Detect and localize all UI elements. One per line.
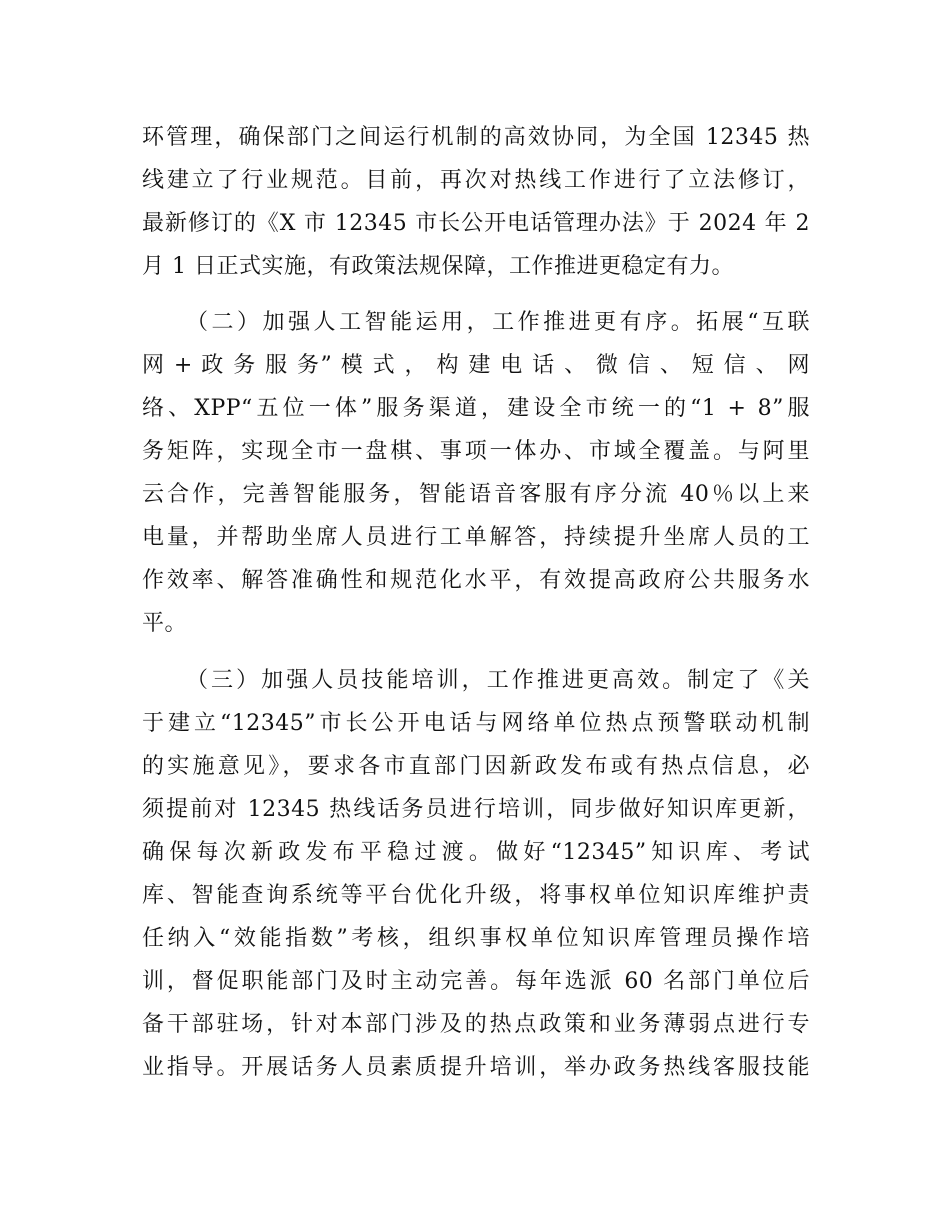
text-line: 于建立“12345”市长公开电话与网络单位热点预警联动机制 bbox=[142, 711, 810, 736]
text-line: 环管理，确保部门之间运行机制的高效协同，为全国 12345 热 bbox=[142, 125, 810, 150]
text-line: 须提前对 12345 热线话务员进行培训，同步做好知识库更新， bbox=[142, 797, 810, 822]
text-line: 线建立了行业规范。目前，再次对热线工作进行了立法修订， bbox=[142, 168, 810, 193]
text-line: 月 1 日正式实施，有政策法规保障，工作推进更稳定有力。 bbox=[142, 254, 734, 279]
text-line: 业指导。开展话务人员素质提升培训，举办政务热线客服技能 bbox=[142, 1055, 810, 1080]
text-line: 确保每次新政发布平稳过渡。做好“12345”知识库、考试 bbox=[142, 840, 810, 865]
text-line: 最新修订的《X 市 12345 市长公开电话管理办法》于 2024 年 2 bbox=[142, 211, 810, 236]
text-line: 络、XPP“五位一体”服务渠道，建设全市统一的“1 + 8”服 bbox=[142, 396, 810, 421]
text-line: （二）加强人工智能运用，工作推进更有序。拓展“互联 bbox=[186, 310, 810, 335]
text-line: 网 + 政 务 服 务” 模 式 ， 构 建 电 话 、 微 信 、 短 信 、 网 bbox=[142, 353, 810, 378]
text-line: 任纳入“效能指数”考核，组织事权单位知识库管理员操作培 bbox=[142, 926, 810, 951]
text-line: （三）加强人员技能培训，工作推进更高效。制定了《关 bbox=[186, 668, 810, 693]
text-line: 务矩阵，实现全市一盘棋、事项一体办、市域全覆盖。与阿里 bbox=[142, 439, 810, 464]
text-line: 备干部驻场，针对本部门涉及的热点政策和业务薄弱点进行专 bbox=[142, 1012, 810, 1037]
text-line: 库、智能查询系统等平台优化升级，将事权单位知识库维护责 bbox=[142, 883, 810, 908]
text-line: 平。 bbox=[142, 611, 188, 636]
text-line: 训，督促职能部门及时主动完善。每年选派 60 名部门单位后 bbox=[142, 969, 810, 994]
text-line: 的实施意见》，要求各市直部门因新政发布或有热点信息，必 bbox=[142, 754, 810, 779]
text-line: 作效率、解答准确性和规范化水平，有效提高政府公共服务水 bbox=[142, 568, 810, 593]
text-line: 云合作，完善智能服务，智能语音客服有序分流 40％以上来 bbox=[142, 482, 810, 507]
text-line: 电量，并帮助坐席人员进行工单解答，持续提升坐席人员的工 bbox=[142, 525, 810, 550]
